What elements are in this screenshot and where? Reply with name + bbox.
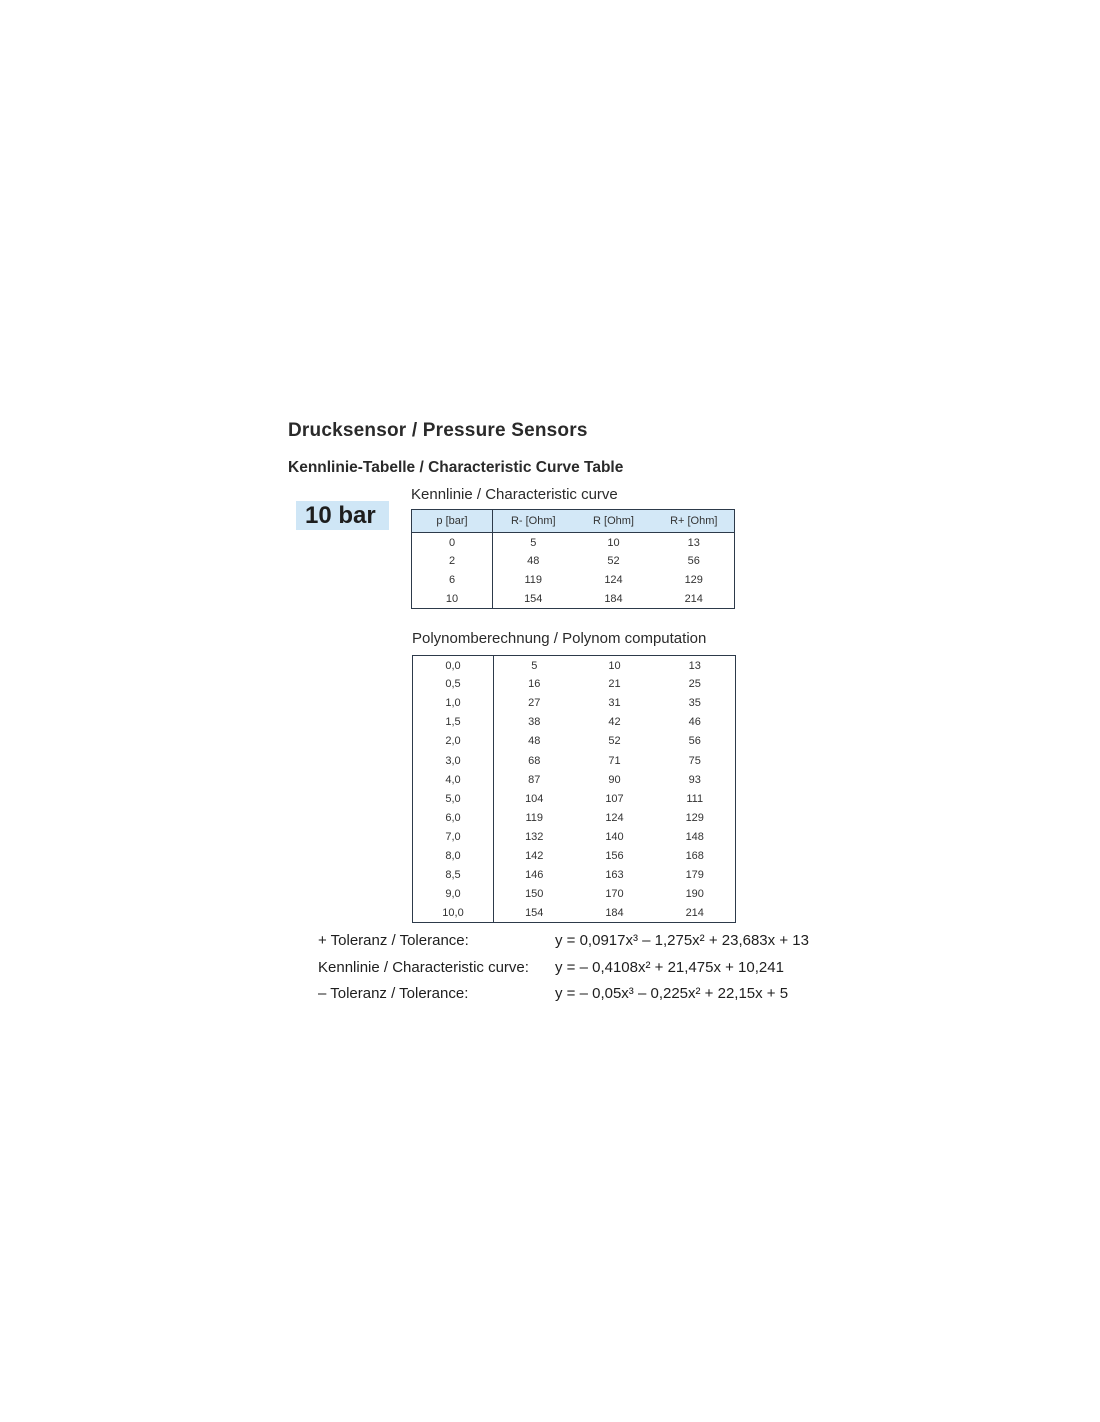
table-cell: 104 [525,792,544,805]
table-cell: 190 [685,888,704,901]
table-cell: 46 [688,716,701,729]
table-cell: 3,0 [413,751,494,770]
header-r: R [Ohm] [574,510,654,533]
table-cell: 107 [605,792,624,805]
table-cell: 27 [528,697,541,710]
table-cell: 1,5 [413,713,494,732]
section-title: Kennlinie-Tabelle / Characteristic Curve Table [288,459,624,476]
table-cell: 71 [608,754,621,767]
table-row [413,846,736,865]
table-cell: 38 [528,716,541,729]
table-cell: 214 [684,592,703,605]
plus-tolerance-label: + Toleranz / Tolerance: [318,932,469,949]
table-cell: 154 [525,907,544,920]
table-cell: 56 [687,555,700,567]
table-cell: 8,0 [413,846,494,865]
table-cell: 124 [604,574,623,586]
pressure-range-badge: 10 bar [296,501,389,530]
table-cell: 48 [528,735,541,748]
table-row [413,732,736,751]
table-cell: 156 [605,849,624,862]
table-row [412,552,735,571]
table-cell: 75 [688,754,701,767]
table-cell: 42 [608,716,621,729]
table-row [413,751,736,770]
table-cell: 140 [605,830,624,843]
table-cell: 148 [685,830,704,843]
table-cell: 184 [605,907,624,920]
table-cell: 48 [527,555,540,567]
table-cell: 25 [688,678,701,691]
table-cell: 56 [688,735,701,748]
table-row [412,533,735,552]
minus-tolerance-formula: y = – 0,05x³ – 0,225x² + 22,15x + 5 [555,985,789,1002]
table-cell: 9,0 [413,885,494,904]
table-row [413,770,736,789]
table-cell: 2 [412,552,493,571]
curve-formula-label: Kennlinie / Characteristic curve: [318,959,529,976]
table-row [412,590,735,609]
table-cell: 5 [530,537,537,550]
curve-table-caption: Kennlinie / Characteristic curve [411,486,618,503]
table-cell: 10,0 [413,904,494,923]
table-cell: 142 [525,849,544,862]
header-pressure: p [bar] [412,510,493,533]
table-row [413,808,736,827]
table-cell: 154 [524,592,543,605]
table-cell: 16 [528,678,541,691]
table-cell: 10 [607,537,620,550]
curve-formula: y = – 0,4108x² + 21,475x + 10,241 [555,959,784,976]
table-cell: 146 [525,869,544,882]
table-cell: 124 [605,811,624,824]
table-cell: 119 [525,811,544,824]
table-row [413,885,736,904]
table-cell: 90 [608,773,621,786]
table-cell: 168 [685,849,704,862]
table-header-row [412,510,735,533]
header-r-plus: R+ [Ohm] [654,510,735,533]
table-cell: 214 [685,907,704,920]
table-cell: 13 [687,537,700,550]
table-cell: 170 [605,888,624,901]
table-cell: 119 [524,574,543,586]
plus-tolerance-formula: y = 0,0917x³ – 1,275x² + 23,683x + 13 [555,932,809,949]
table-cell: 68 [528,754,541,767]
table-cell: 0,5 [413,675,494,694]
table-row [413,789,736,808]
table-cell: 7,0 [413,827,494,846]
table-cell: 163 [605,869,624,882]
table-cell: 52 [607,555,620,567]
table-cell: 1,0 [413,694,494,713]
table-cell: 4,0 [413,770,494,789]
table-row [413,675,736,694]
table-row [413,827,736,846]
table-cell: 5,0 [413,789,494,808]
table-row [413,713,736,732]
table-cell: 0,0 [413,656,494,675]
table-row [413,904,736,923]
table-cell: 52 [608,735,621,748]
polynom-table-caption: Polynomberechnung / Polynom computation [412,630,707,647]
table-cell: 132 [525,830,544,843]
table-cell: 21 [608,678,621,691]
table-row [413,694,736,713]
table-cell: 184 [604,592,623,605]
table-cell: 35 [688,697,701,710]
table-cell: 8,5 [413,866,494,885]
table-row [413,866,736,885]
table-cell: 129 [685,811,704,824]
table-cell: 13 [688,660,701,673]
minus-tolerance-label: – Toleranz / Tolerance: [318,985,469,1002]
table-cell: 0 [412,533,493,552]
table-cell: 179 [685,869,704,882]
table-cell: 10 [608,660,621,673]
table-cell: 150 [525,888,544,901]
page-title: Drucksensor / Pressure Sensors [288,420,588,441]
table-cell: 93 [688,773,701,786]
table-cell: 5 [531,660,538,673]
table-cell: 31 [608,697,621,710]
table-row [412,571,735,590]
table-cell: 6 [412,571,493,590]
table-cell: 129 [684,574,703,586]
characteristic-curve-table [411,509,735,609]
header-r-minus: R- [Ohm] [493,510,574,533]
table-cell: 111 [686,792,704,805]
table-row [413,656,736,675]
table-cell: 2,0 [413,732,494,751]
table-cell: 6,0 [413,808,494,827]
table-cell: 10 [412,590,493,609]
table-cell: 87 [528,773,541,786]
polynom-computation-table [412,655,736,923]
